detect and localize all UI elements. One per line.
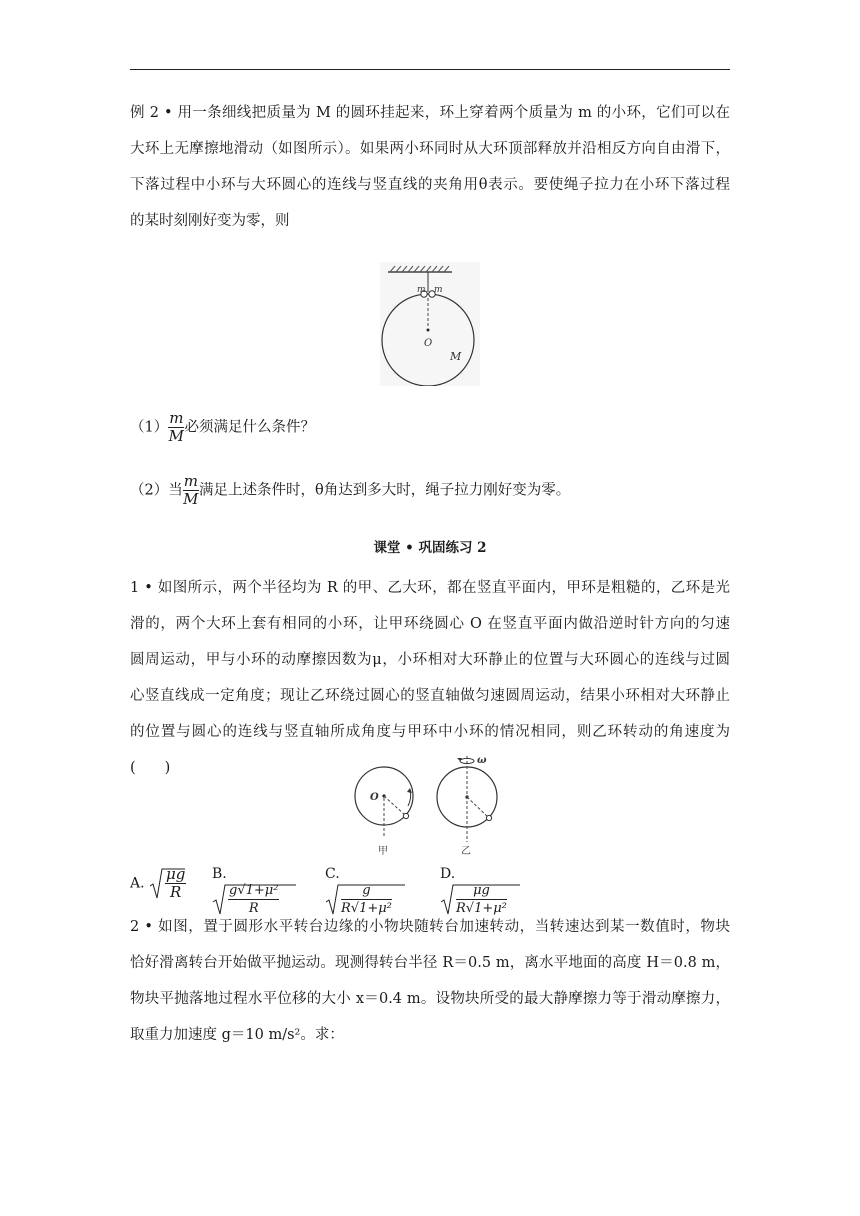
option-fraction: $\frac{g}{\text{R√1+μ²}}$ — [341, 883, 392, 916]
label-jia: 甲 — [378, 846, 388, 857]
example2-text — [130, 95, 730, 239]
problem2-text — [130, 909, 730, 1053]
option-label: B. — [212, 866, 227, 882]
header-rule — [130, 69, 730, 70]
option-a — [130, 866, 186, 901]
label-omega: ω — [477, 755, 487, 766]
option-fraction: $\frac{\mu g}{R}$ — [166, 865, 186, 901]
text-line: 的某时刻刚好变为零，则 — [130, 213, 290, 229]
q2-prefix: （2）当 — [130, 482, 183, 499]
question-1 — [130, 410, 315, 445]
option-label: A. — [130, 875, 145, 892]
text-line: 恰好滑离转台开始做平抛运动。现测得转台半径 R＝0.5 m，离水平地面的高度 H＝0.8 m， — [130, 955, 730, 971]
text-line: 的位置与圆心的连线与竖直轴所成角度与甲环中小环的情况相同，则乙环转动的角速度为 — [130, 724, 730, 740]
option-label: D. — [440, 866, 456, 882]
text-line: 2 • 如图，置于圆形水平转台边缘的小物块随转台加速转动，当转速达到某一数值时，物块 — [130, 919, 730, 935]
text-line: ( ) — [130, 760, 171, 776]
text-line: 滑的，两个大环上套有相同的小环，让甲环绕圆心 O 在竖直平面内做沿逆时针方向的匀速 — [130, 616, 730, 632]
text-line: 大环上无摩擦地滑动（如图所示）。如果两小环同时从大环顶部释放并沿相反方向自由滑下， — [130, 141, 730, 157]
label-big-m: M — [450, 350, 462, 363]
text-line: 取重力加速度 g＝10 m/s²。求： — [130, 1027, 344, 1043]
frac-numerator: m — [169, 409, 184, 427]
option-fraction: $\frac{\mu g}{\text{R√1+μ²}}$ — [456, 883, 507, 916]
label-center-o: O — [370, 792, 379, 803]
text-line: 例 2 • 用一条细线把质量为 M 的圆环挂起来，环上穿着两个质量为 m 的小环，它们可以在 — [130, 105, 730, 121]
text-line: 心竖直线成一定角度；现让乙环绕过圆心的竖直轴做匀速圆周运动，结果小环相对大环静止 — [130, 688, 730, 704]
text-line: 下落过程中小环与大环圆心的连线与竖直线的夹角用θ表示。要使绳子拉力在小环下落过程 — [130, 177, 730, 193]
two-rings-figure — [350, 752, 510, 858]
q1-suffix: 必须满足什么条件？ — [184, 419, 315, 436]
frac-numerator: m — [183, 472, 198, 490]
q1-prefix: （1） — [130, 419, 169, 436]
text-line: 1 • 如图所示，两个半径均为 R 的甲、乙大环，都在竖直平面内，甲环是粗糙的，乙环是光 — [130, 580, 730, 596]
text-line: 圆周运动，甲与小环的动摩擦因数为μ，小环相对大环静止的位置与大环圆心的连线与过圆 — [130, 652, 730, 668]
option-fraction: $\frac{\text{g√1+μ²}}{R}$ — [229, 883, 279, 916]
label-m-left: m — [417, 285, 426, 295]
q2-suffix: 满足上述条件时，θ角达到多大时，绳子拉力刚好变为零。 — [198, 482, 571, 499]
frac-denominator: M — [168, 427, 185, 445]
option-label: C. — [325, 866, 340, 882]
label-center-o: O — [424, 338, 433, 349]
label-m-right: m — [434, 285, 443, 295]
text-line: 物块平抛落地过程水平位移的大小 x＝0.4 m。设物块所受的最大静摩擦力等于滑动摩擦力， — [130, 991, 730, 1007]
frac-denominator: M — [183, 490, 199, 508]
question-2 — [130, 473, 570, 508]
fraction-m-over-M — [183, 473, 199, 508]
label-yi: 乙 — [461, 846, 471, 857]
fraction-m-over-M — [168, 410, 184, 445]
hanging-ring-figure — [380, 262, 480, 386]
section-heading: 课堂 • 巩固练习 2 — [373, 540, 487, 556]
